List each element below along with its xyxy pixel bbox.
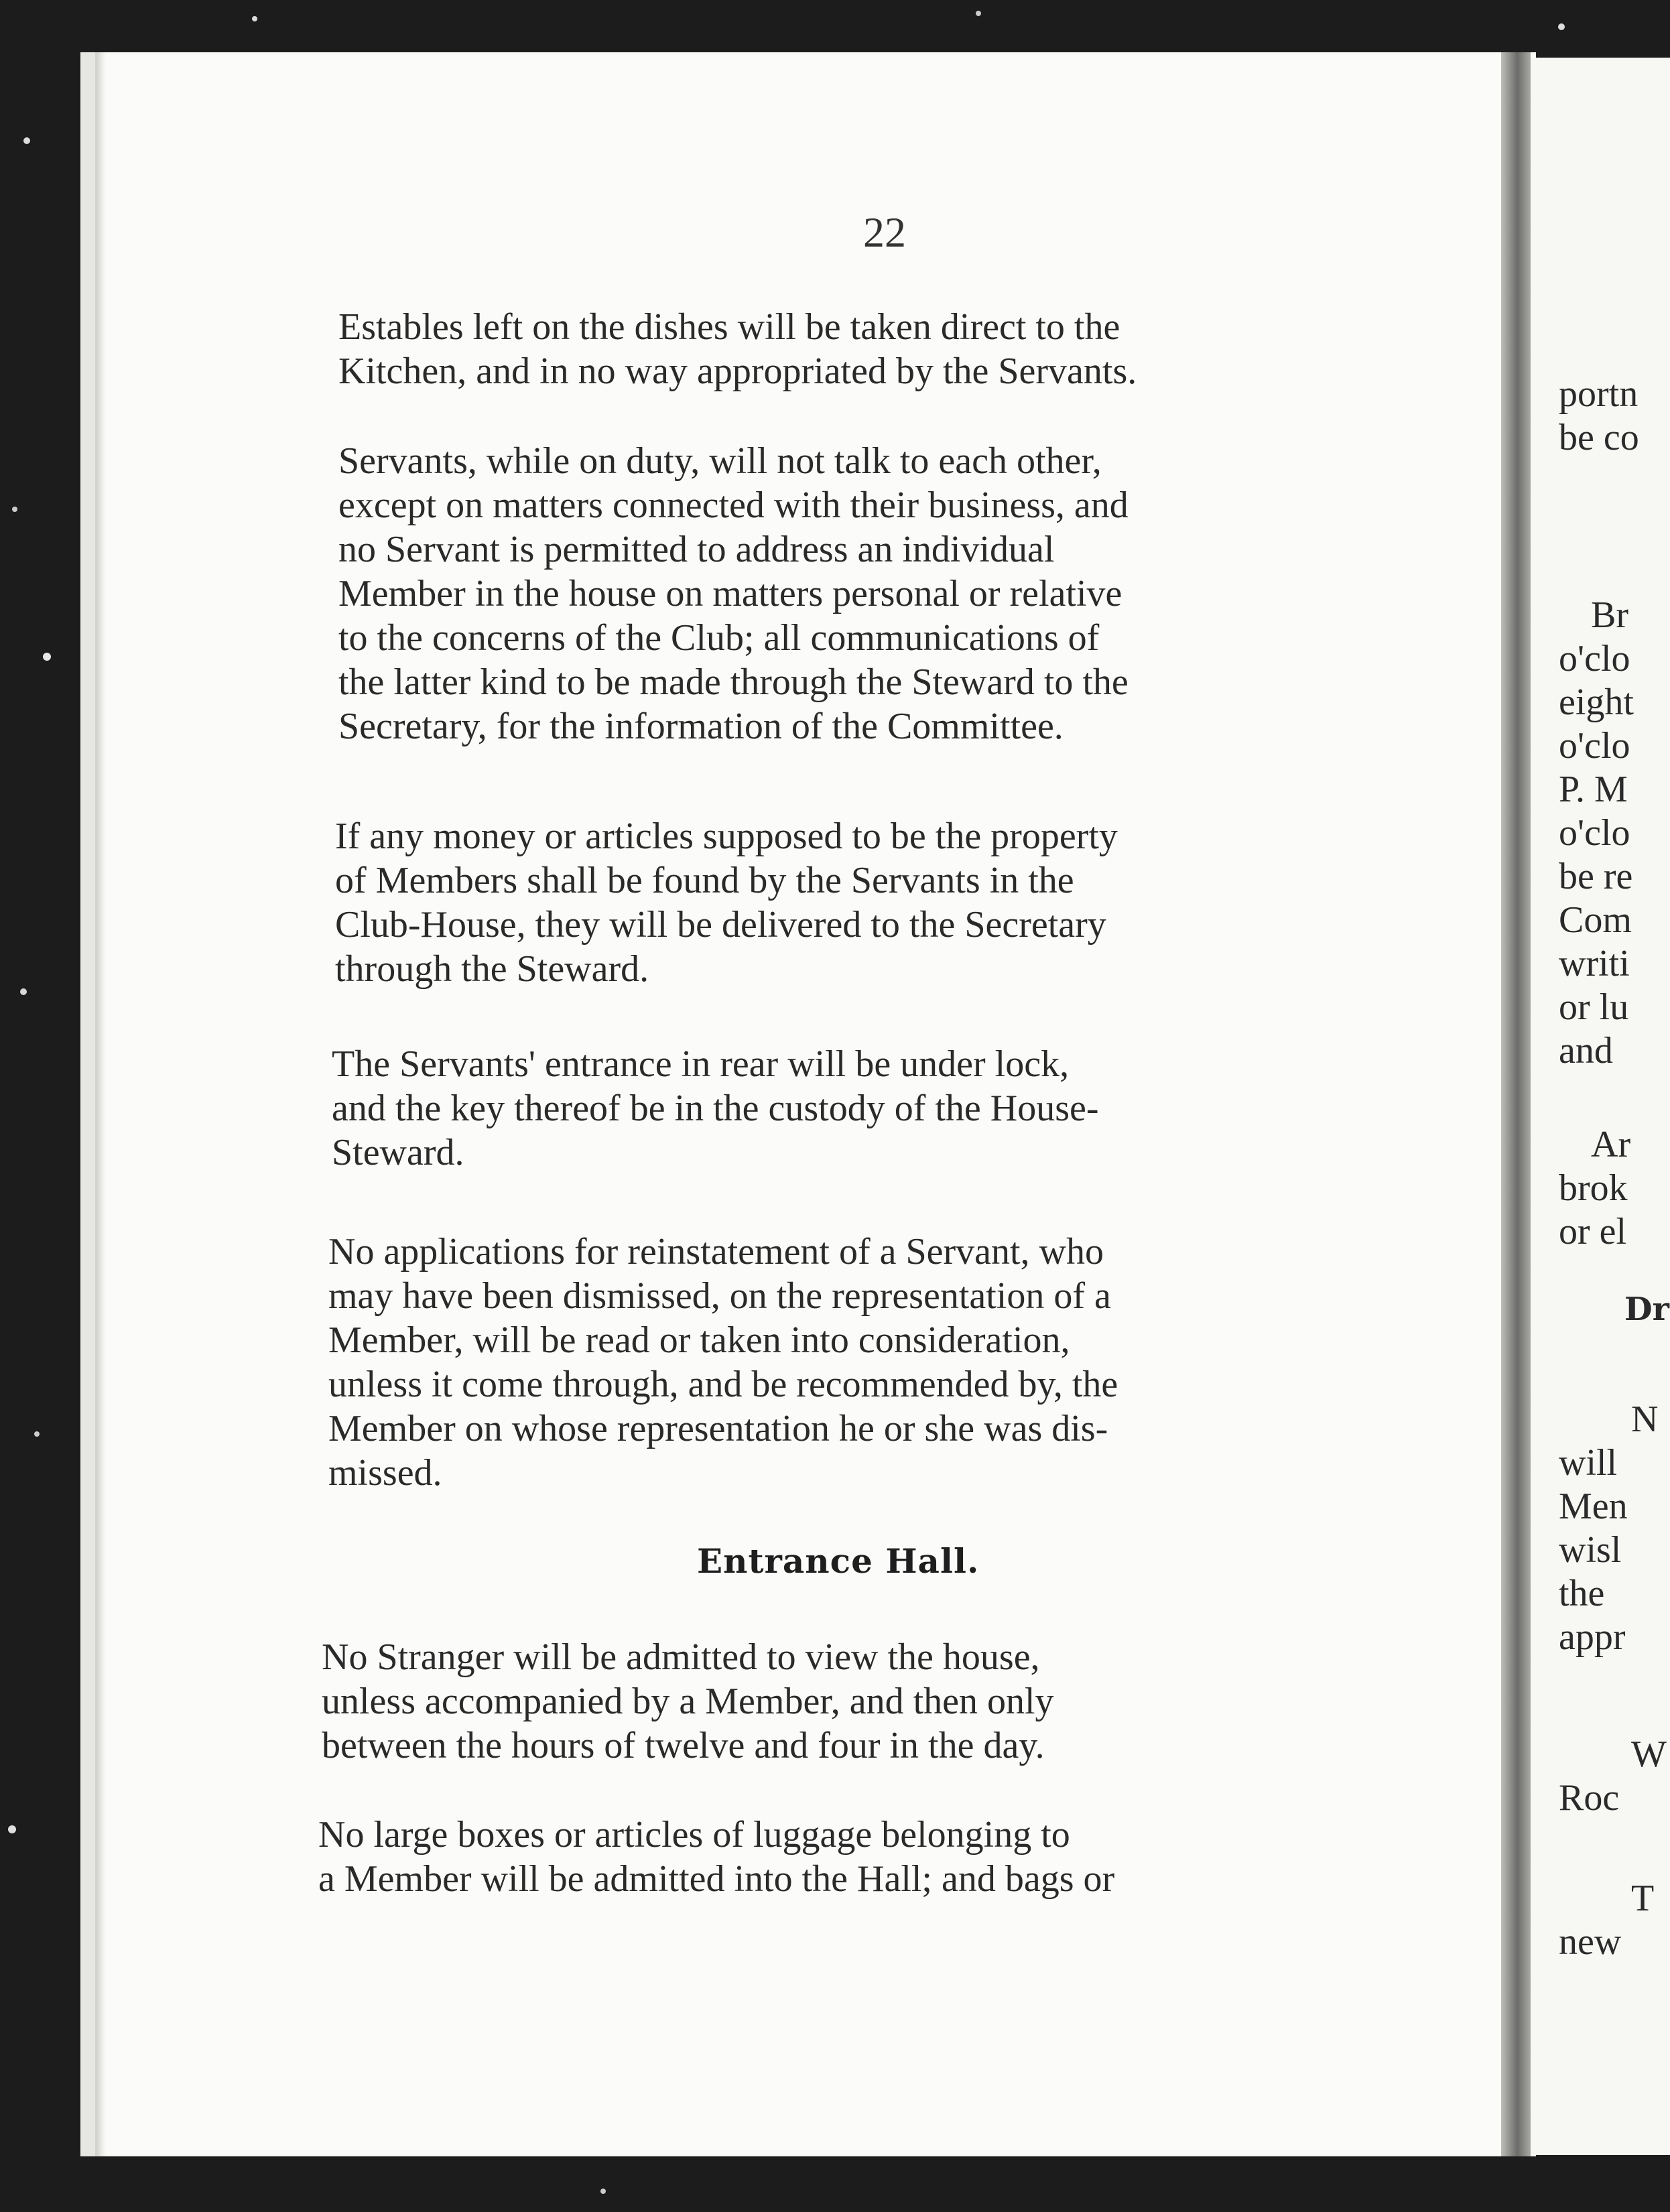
facing-page-fragment: eight [1559,681,1634,723]
facing-page-fragment: o'clo [1559,638,1630,679]
facing-page-fragment: portn [1559,373,1639,415]
paragraph-line: unless accompanied by a Member, and then only [322,1681,1054,1722]
paragraph-line: through the Steward. [335,948,649,990]
book-page-right [1531,58,1670,2155]
paragraph-line: No applications for reinstatement of a Servant, who [328,1231,1104,1273]
paragraph-line: to the concerns of the Club; all communications of [338,617,1100,659]
paragraph-4 [332,1042,1417,1175]
facing-page-fragment: brok [1559,1167,1628,1209]
paragraph-3 [335,814,1421,991]
paragraph-line: except on matters connected with their business, and [338,484,1129,526]
paragraph-5 [328,1230,1417,1495]
facing-page-fragment: or el [1559,1211,1627,1252]
paragraph-line: Member, will be read or taken into consideration, [328,1319,1070,1361]
facing-page-fragment: Dr [1624,1291,1669,1328]
section-heading: Entrance Hall. [697,1541,980,1581]
paragraph-line: of Members shall be found by the Servants in the [335,860,1074,901]
facing-page-fragment: o'clo [1559,725,1630,767]
paragraph-line: Club-House, they will be delivered to the Secretary [335,904,1106,946]
paragraph-line: No large boxes or articles of luggage belonging to [318,1814,1070,1856]
paragraph-line: Kitchen, and in no way appropriated by the Servants. [338,350,1137,392]
facing-page-fragment: Com [1559,899,1632,941]
paragraph-line: Steward. [332,1132,464,1173]
facing-page-fragment: the [1559,1573,1605,1614]
facing-page-fragment: be re [1559,856,1633,897]
facing-page-fragment: Ar [1591,1124,1631,1165]
paragraph-7 [318,1813,1411,1901]
facing-page-fragment: N [1631,1398,1659,1440]
paragraph-line: The Servants' entrance in rear will be under lock, [332,1043,1070,1085]
facing-page-fragment: wisl [1559,1529,1622,1571]
facing-page-fragment: appr [1559,1616,1626,1658]
facing-page-fragment: will [1559,1442,1618,1484]
paragraph-line: Servants, while on duty, will not talk to each other, [338,440,1102,482]
paragraph-line: No Stranger will be admitted to view the house, [322,1636,1040,1678]
paragraph-6 [322,1635,1414,1768]
book-gutter [1501,52,1531,2156]
paragraph-line: no Servant is permitted to address an individual [338,529,1055,570]
facing-page-fragment: or lu [1559,986,1629,1028]
facing-page-fragment: writi [1559,943,1630,984]
facing-page-fragment: and [1559,1030,1613,1071]
facing-page-fragment: Roc [1559,1777,1620,1819]
facing-page-fragment: T [1631,1878,1655,1919]
paragraph-line: the latter kind to be made through the Steward to the [338,661,1129,703]
paragraph-line: and the key thereof be in the custody of the House- [332,1088,1099,1129]
paragraph-line: a Member will be admitted into the Hall; and bags or [318,1858,1115,1900]
facing-page-fragment: P. M [1559,769,1628,810]
facing-page-fragment: Br [1591,594,1628,636]
paragraph-line: missed. [328,1452,442,1494]
paragraph-line: may have been dismissed, on the representation of a [328,1275,1111,1317]
paragraph-line: Estables left on the dishes will be taken direct to the [338,306,1120,348]
facing-page-fragment: Men [1559,1486,1628,1527]
facing-page-fragment: W [1631,1734,1667,1775]
paragraph-1 [338,305,1427,393]
paragraph-line: between the hours of twelve and four in the day. [322,1725,1045,1766]
paragraph-line: If any money or articles supposed to be the property [335,816,1118,857]
facing-page-fragment: o'clo [1559,812,1630,854]
paragraph-line: unless it come through, and be recommended by, the [328,1364,1118,1405]
paragraph-line: Member in the house on matters personal or relative [338,573,1122,614]
page-number: 22 [863,208,906,256]
paragraph-line: Secretary, for the information of the Committee. [338,706,1064,747]
paragraph-2 [338,439,1424,749]
paragraph-line: Member on whose representation he or she was dis- [328,1408,1108,1449]
facing-page-fragment: new [1559,1921,1622,1963]
facing-page-fragment: be co [1559,417,1639,458]
